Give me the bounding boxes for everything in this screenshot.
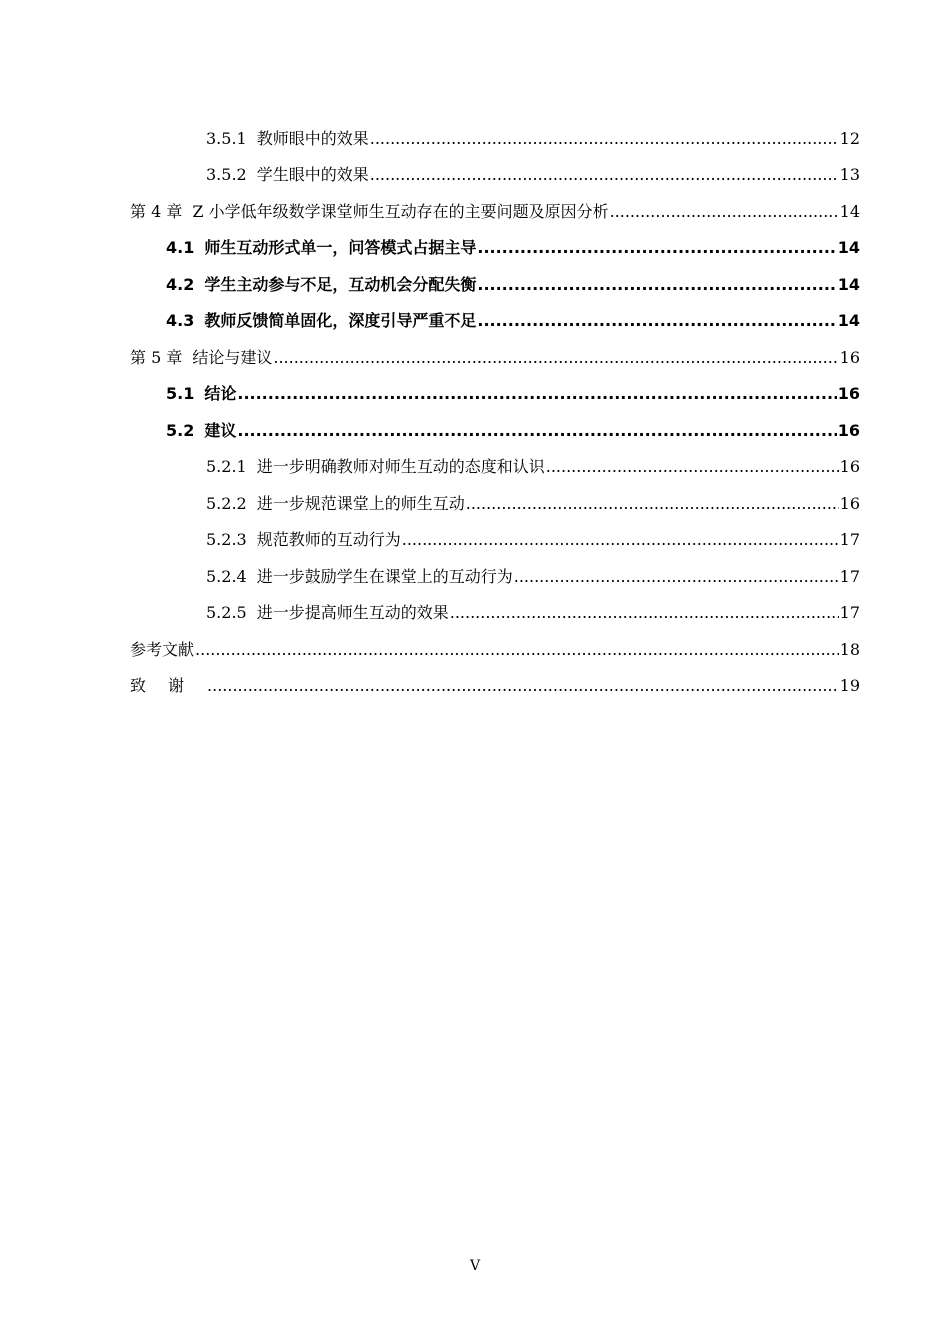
toc-entry-title: 教师反馈简单固化，深度引导严重不足: [204, 311, 477, 330]
toc-entry-page: 16: [837, 420, 860, 440]
toc-dot-leader: [514, 565, 839, 589]
toc-entry-title: 进一步规范课堂上的师生互动: [256, 493, 465, 513]
toc-dot-leader: [273, 346, 838, 370]
toc-entry-page: 13: [839, 165, 860, 184]
toc-entry-title: 进一步提高师生互动的效果: [256, 603, 449, 622]
toc-entry-number: 5.2.2: [206, 493, 247, 513]
toc-entry-number: 5.2.3: [206, 530, 247, 549]
toc-entry[interactable]: [130, 589, 860, 626]
toc-entry-number: 第 5 章: [130, 347, 183, 367]
toc-entry-number: 3.5.2: [206, 165, 247, 184]
toc-entry[interactable]: [130, 224, 860, 261]
toc-entry[interactable]: [130, 151, 860, 188]
toc-entry[interactable]: [130, 260, 860, 297]
toc-entry-page: 16: [839, 457, 860, 476]
toc-dot-leader: [370, 163, 839, 187]
toc-entry-page: 14: [837, 274, 860, 294]
toc-dot-leader: [477, 236, 836, 260]
toc-entry-number: 5.2.5: [206, 603, 247, 622]
toc-entry-number: 5.2.4: [206, 566, 247, 586]
toc-entry-page: 17: [839, 603, 860, 622]
toc-entry-page: 17: [839, 530, 860, 549]
toc-dot-leader: [237, 419, 836, 443]
table-of-contents: [130, 114, 860, 698]
toc-entry-title: 进一步明确教师对师生互动的态度和认识: [256, 457, 545, 476]
toc-entry[interactable]: [130, 333, 860, 370]
toc-dot-leader: [370, 127, 839, 151]
toc-entry-page: 12: [839, 128, 860, 148]
toc-dot-leader: [477, 273, 836, 297]
toc-dot-leader: [207, 674, 839, 698]
toc-entry-page: 17: [839, 566, 860, 586]
toc-entry-page: 14: [837, 311, 860, 330]
toc-entry[interactable]: [130, 406, 860, 443]
toc-entry-number: 5.1: [166, 384, 195, 403]
toc-entry[interactable]: [130, 662, 860, 699]
toc-entry-title: 师生互动形式单一，问答模式占据主导: [204, 238, 477, 257]
toc-entry-title: 建议: [204, 420, 237, 440]
toc-entry-title: 学生主动参与不足，互动机会分配失衡: [204, 274, 477, 294]
toc-dot-leader: [477, 309, 836, 333]
toc-entry-page: 14: [837, 238, 860, 257]
toc-entry[interactable]: [130, 187, 860, 224]
page-number-footer: V: [469, 1258, 481, 1274]
toc-entry-page: 14: [839, 201, 860, 221]
toc-entry-title: 规范教师的互动行为: [256, 530, 401, 549]
toc-entry-title: 教师眼中的效果: [256, 128, 369, 148]
toc-entry-page: 19: [839, 676, 860, 695]
toc-entry-title: 参考文献: [130, 639, 195, 659]
toc-entry-number: 4.2: [166, 274, 195, 294]
toc-entry-page: 16: [837, 384, 860, 403]
toc-entry-number: 5.2.1: [206, 457, 247, 476]
toc-entry[interactable]: [130, 516, 860, 553]
toc-entry-number: 第 4 章: [130, 201, 183, 221]
toc-entry-title: 学生眼中的效果: [256, 165, 369, 184]
toc-dot-leader: [402, 528, 839, 552]
toc-entry[interactable]: [130, 114, 860, 151]
toc-entry-page: 16: [839, 347, 860, 367]
toc-dot-leader: [450, 601, 839, 625]
toc-entry-title: 致谢: [130, 676, 207, 695]
toc-entry[interactable]: [130, 625, 860, 662]
toc-entry-number: 5.2: [166, 420, 195, 440]
toc-entry[interactable]: [130, 370, 860, 407]
toc-dot-leader: [195, 638, 839, 662]
toc-entry-page: 18: [839, 639, 860, 659]
toc-dot-leader: [237, 382, 836, 406]
toc-entry-number: 4.1: [166, 238, 195, 257]
toc-entry-title: 进一步鼓励学生在课堂上的互动行为: [256, 566, 513, 586]
toc-dot-leader: [546, 455, 839, 479]
toc-dot-leader: [610, 200, 839, 224]
toc-entry-title: 结论: [204, 384, 237, 403]
toc-entry-title: Z 小学低年级数学课堂师生互动存在的主要问题及原因分析: [192, 201, 609, 221]
toc-entry-title: 结论与建议: [192, 347, 273, 367]
toc-dot-leader: [466, 492, 839, 516]
toc-entry[interactable]: [130, 297, 860, 334]
toc-entry-page: 16: [839, 493, 860, 513]
toc-entry[interactable]: [130, 443, 860, 480]
toc-entry-number: 3.5.1: [206, 128, 247, 148]
toc-entry[interactable]: [130, 479, 860, 516]
toc-entry[interactable]: [130, 552, 860, 589]
toc-entry-number: 4.3: [166, 311, 195, 330]
